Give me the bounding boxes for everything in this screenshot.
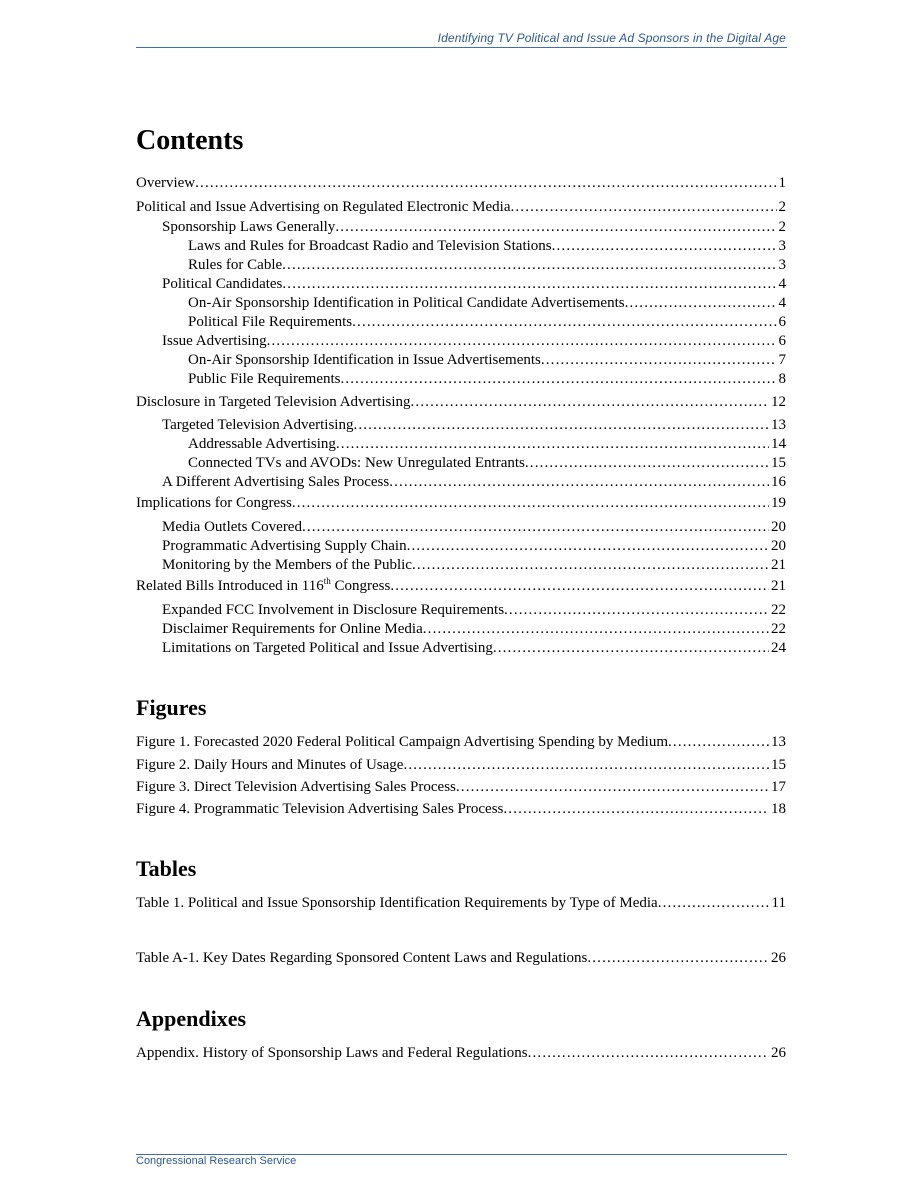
table-entry-a1[interactable] <box>136 949 786 968</box>
appendix-entry-title: Appendix. History of Sponsorship Laws and Federal Regulations <box>136 1045 528 1061</box>
toc-entry-political-candidates[interactable] <box>162 275 786 294</box>
toc-entry-page: 2 <box>778 199 786 215</box>
toc-entry-issue-advertising[interactable] <box>162 332 786 351</box>
toc-entry-title: Targeted Television Advertising <box>162 417 354 433</box>
figure-entry-page: 17 <box>771 779 786 795</box>
toc-entry-title: Implications for Congress <box>136 495 292 511</box>
appendix-entry-page: 26 <box>771 1045 786 1061</box>
toc-entry-title: Addressable Advertising <box>188 436 336 452</box>
toc-entry-programmatic-supply[interactable] <box>162 537 786 556</box>
toc-entry-title: Public File Requirements <box>188 371 341 387</box>
toc-entry-title: Political Candidates <box>162 276 283 292</box>
running-footer: Congressional Research Service <box>136 1155 297 1167</box>
toc-entry-page: 14 <box>771 436 786 452</box>
toc-entry-implications[interactable] <box>136 494 786 513</box>
figure-entry-title: Figure 2. Daily Hours and Minutes of Usage <box>136 757 404 773</box>
figure-entry-4[interactable] <box>136 800 786 819</box>
appendix-entry[interactable] <box>136 1044 786 1063</box>
toc-entry-title: Related Bills Introduced in 116th Congress <box>136 576 391 594</box>
contents-heading: Contents <box>136 125 244 156</box>
toc-entry-page: 20 <box>771 538 786 554</box>
toc-entry-page: 1 <box>778 175 786 191</box>
toc-entry-page: 3 <box>778 238 786 254</box>
toc-entry-expanded-fcc[interactable] <box>162 601 786 620</box>
toc-entry-disclaimer-online[interactable] <box>162 620 786 639</box>
toc-entry-page: 13 <box>771 417 786 433</box>
figure-entry-page: 15 <box>771 757 786 773</box>
toc-entry-title: Rules for Cable <box>188 257 283 273</box>
figure-entry-2[interactable] <box>136 756 786 775</box>
table-entry-title: Table A-1. Key Dates Regarding Sponsored Content Laws and Regulations <box>136 950 588 966</box>
toc-entry-page: 16 <box>771 474 786 490</box>
toc-entry-page: 2 <box>778 219 786 235</box>
toc-entry-monitoring[interactable] <box>162 556 786 575</box>
toc-entry-page: 21 <box>771 557 786 573</box>
figures-heading: Figures <box>136 695 207 720</box>
toc-entry-title: Issue Advertising <box>162 333 267 349</box>
toc-entry-title: Laws and Rules for Broadcast Radio and Television Stations <box>188 238 552 254</box>
table-entry-1[interactable] <box>136 894 786 913</box>
toc-entry-title: A Different Advertising Sales Process <box>162 474 390 490</box>
toc-entry-title: Expanded FCC Involvement in Disclosure Requirements <box>162 602 505 618</box>
toc-entry-related-bills[interactable] <box>136 577 786 596</box>
toc-entry-title: On-Air Sponsorship Identification in Issue Advertisements <box>188 352 541 368</box>
toc-entry-overview[interactable] <box>136 174 786 193</box>
figure-entry-page: 18 <box>771 801 786 817</box>
table-entry-title: Table 1. Political and Issue Sponsorship Identification Requirements by Type of Media <box>136 895 658 911</box>
toc-entry-title: Monitoring by the Members of the Public <box>162 557 412 573</box>
toc-entry-page: 12 <box>771 394 786 410</box>
toc-entry-page: 24 <box>771 640 786 656</box>
toc-entry-page: 8 <box>778 371 786 387</box>
toc-entry-political-issue-advertising[interactable] <box>136 198 786 217</box>
toc-entry-page: 22 <box>771 621 786 637</box>
toc-entry-addressable[interactable] <box>188 435 786 454</box>
figure-entry-page: 13 <box>771 734 786 750</box>
toc-entry-onair-issue[interactable] <box>188 351 786 370</box>
toc-entry-connected-tvs[interactable] <box>188 454 786 473</box>
toc-entry-page: 4 <box>778 276 786 292</box>
toc-entry-limitations[interactable] <box>162 639 786 658</box>
toc-entry-sponsorship-laws[interactable] <box>162 218 786 237</box>
toc-entry-page: 6 <box>778 314 786 330</box>
toc-entry-title: Sponsorship Laws Generally <box>162 219 336 235</box>
figure-entry-3[interactable] <box>136 778 786 797</box>
toc-entry-title: Programmatic Advertising Supply Chain <box>162 538 407 554</box>
toc-entry-disclosure-targeted[interactable] <box>136 393 786 412</box>
table-entry-page: 26 <box>771 950 786 966</box>
running-header: Identifying TV Political and Issue Ad Sponsors in the Digital Age <box>437 31 786 45</box>
toc-entry-title: On-Air Sponsorship Identification in Political Candidate Advertisements <box>188 295 625 311</box>
toc-entry-cable-rules[interactable] <box>188 256 786 275</box>
toc-entry-page: 6 <box>778 333 786 349</box>
figure-entry-title: Figure 4. Programmatic Television Advertising Sales Process <box>136 801 504 817</box>
figure-entry-title: Figure 1. Forecasted 2020 Federal Political Campaign Advertising Spending by Medium <box>136 734 669 750</box>
toc-entry-public-file[interactable] <box>188 370 786 389</box>
toc-entry-targeted-tv[interactable] <box>162 416 786 435</box>
figure-entry-title: Figure 3. Direct Television Advertising Sales Process <box>136 779 456 795</box>
toc-entry-broadcast-rules[interactable] <box>188 237 786 256</box>
toc-entry-title: Disclosure in Targeted Television Advertising <box>136 394 411 410</box>
toc-entry-page: 4 <box>778 295 786 311</box>
figure-entry-1[interactable] <box>136 733 786 752</box>
toc-entry-page: 7 <box>778 352 786 368</box>
toc-entry-political-file[interactable] <box>188 313 786 332</box>
toc-entry-page: 3 <box>778 257 786 273</box>
toc-entry-page: 20 <box>771 519 786 535</box>
toc-entry-title: Disclaimer Requirements for Online Media <box>162 621 423 637</box>
toc-entry-page: 22 <box>771 602 786 618</box>
toc-entry-page: 19 <box>771 495 786 511</box>
toc-entry-title: Political and Issue Advertising on Regulated Electronic Media <box>136 199 511 215</box>
toc-entry-title: Overview <box>136 175 196 191</box>
toc-entry-sales-process[interactable] <box>162 473 786 492</box>
toc-entry-page: 15 <box>771 455 786 471</box>
tables-heading: Tables <box>136 856 197 881</box>
appendixes-heading: Appendixes <box>136 1006 247 1031</box>
header-divider <box>136 47 787 48</box>
toc-entry-page: 21 <box>771 578 786 594</box>
toc-entry-onair-candidate[interactable] <box>188 294 786 313</box>
toc-entry-media-outlets[interactable] <box>162 518 786 537</box>
toc-entry-title: Limitations on Targeted Political and Issue Advertising <box>162 640 493 656</box>
table-entry-page: 11 <box>771 895 786 911</box>
toc-entry-title: Connected TVs and AVODs: New Unregulated Entrants <box>188 455 525 471</box>
toc-entry-title: Political File Requirements <box>188 314 353 330</box>
toc-entry-title: Media Outlets Covered <box>162 519 302 535</box>
